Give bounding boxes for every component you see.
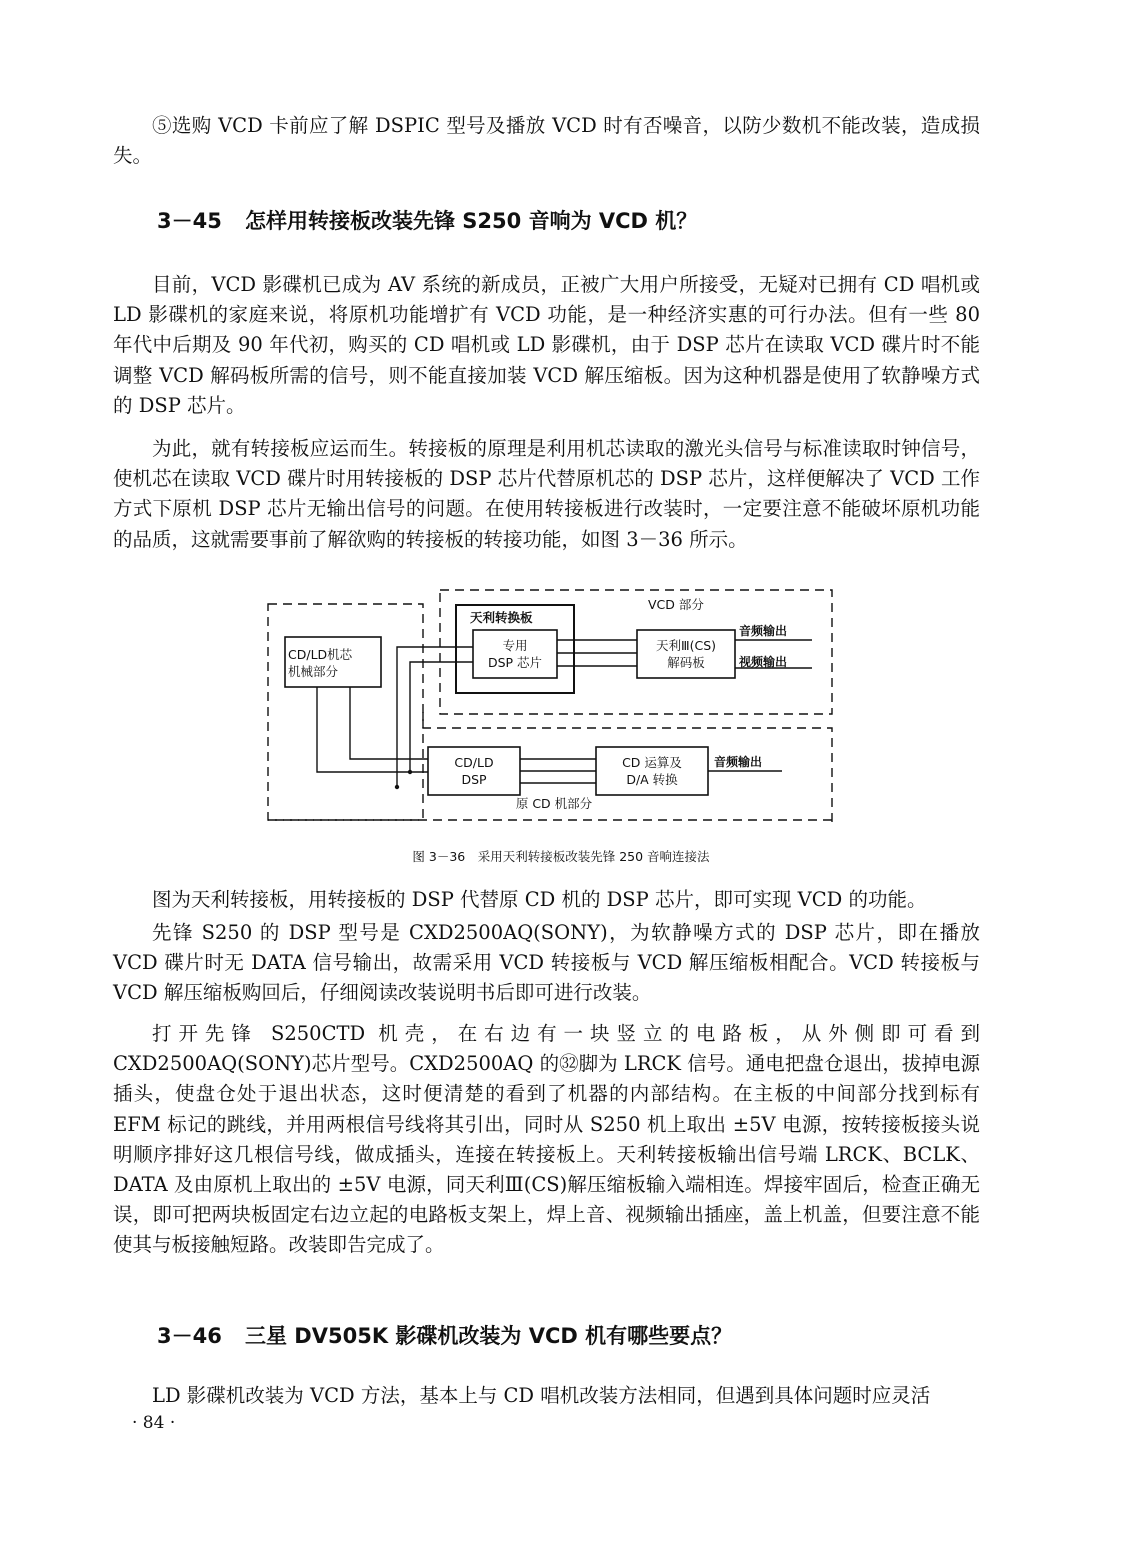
- special-dsp-label-2: DSP 芯片: [487, 655, 543, 670]
- body-paragraph-4: 先锋 S250 的 DSP 型号是 CXD2500AQ(SONY)，为软静噪方式的 DSP 芯片，即在播放 VCD 碟片时无 DATA 信号输出，故需采用 VCD 转接板与 VCD 解压缩板相配合。VCD 转接板与 VCD 解压缩板购回后，仔细阅读改装说明书后即可进行改装。: [113, 921, 980, 1005]
- body-paragraph-1: 目前，VCD 影碟机已成为 AV 系统的新成员，正被广大用户所接受，无疑对已拥有 CD 唱机或 LD 影碟机的家庭来说，将原机功能增扩有 VCD 功能，是一种经济实惠的可行办法。但有一些 80 年代中后期及 90 年代初，购买的 CD 唱机或 LD 影碟机，由于 DSP 芯片在读取 VCD 碟片时不能调整 VCD 解码板所需的信号，则不能直接加装 VCD 解压缩板。因为这种机器是使用了软静噪方式的 DSP 芯片。: [113, 273, 980, 417]
- vcd-section-label: VCD 部分: [648, 597, 704, 612]
- section-title: 三星 DV505K 影碟机改装为 VCD 机有哪些要点？: [245, 1324, 733, 1348]
- cd-da-label-1: CD 运算及: [622, 755, 682, 770]
- vcd-section-box: [440, 590, 832, 714]
- body-paragraph-6: LD 影碟机改装为 VCD 方法，基本上与 CD 唱机改装方法相同，但遇到具体问题时应灵活: [152, 1384, 931, 1407]
- tianli-board-label: 天利转换板: [470, 610, 533, 625]
- cd-da-label-2: D/A 转换: [626, 772, 678, 787]
- section-title: 怎样用转接板改装先锋 S250 音响为 VCD 机？: [245, 209, 698, 233]
- cd-ld-mech-label-2: 机械部分: [288, 664, 339, 679]
- section-number: 3－46: [157, 1324, 222, 1348]
- section-heading-3-46: [157, 1320, 732, 1350]
- audio-output-label-cd: 音频输出: [714, 755, 763, 769]
- figure-caption: 图 3－36 采用天利转接板改装先锋 250 音响连接法: [412, 849, 710, 864]
- decoder-label-2: 解码板: [667, 655, 705, 670]
- body-paragraph-3: 图为天利转接板，用转接板的 DSP 代替原 CD 机的 DSP 芯片，即可实现 VCD 的功能。: [152, 888, 927, 911]
- audio-output-label-vcd: 音频输出: [739, 624, 788, 638]
- video-output-label: 视频输出: [739, 655, 788, 669]
- cd-ld-dsp-label-1: CD/LD: [454, 755, 494, 770]
- decoder-label-1: 天利Ⅲ(CS): [655, 638, 717, 653]
- original-cd-section-label: 原 CD 机部分: [515, 796, 593, 811]
- body-paragraph-5: 打开先锋 S250CTD 机壳，在右边有一块竖立的电路板，从外侧即可看到 CXD2500AQ(SONY)芯片型号。CXD2500AQ 的㉜脚为 LRCK 信号。通电把盘仓退出，拔掉电源插头，使盘仓处于退出状态，这时便清楚的看到了机器的内部结构。在主板的中间部分找到标有 EFM 标记的跳线，并用两根信号线将其引出，同时从 S250 机上取出 ±5V 电源，按转接板接头说明顺序排好这几根信号线，做成插头，连接在转接板上。天利转接板输出信号端 LRCK、BCLK、DATA 及由原机上取出的 ±5V 电源，同天利Ⅲ(CS)解压缩板输入端相连。焊接牢固后，检查正确无误，即可把两块板固定右边立起的电路板支架上，焊上音、视频输出插座，盖上机盖，但要注意不能使其与板接触短路。改装即告完成了。: [113, 1022, 980, 1257]
- body-paragraph-2: 为此，就有转接板应运而生。转接板的原理是利用机芯读取的激光头信号与标准读取时钟信号，使机芯在读取 VCD 碟片时用转接板的 DSP 芯片代替原机芯的 DSP 芯片，这样便解决了 VCD 工作方式下原机 DSP 芯片无输出信号的问题。在使用转接板进行改装时，一定要注意不能破坏原机功能的品质，这就需要事前了解欲购的转接板的转接功能，如图 3－36 所示。: [113, 437, 980, 551]
- intro-paragraph: ⑤选购 VCD 卡前应了解 DSPIC 型号及播放 VCD 时有否噪音，以防少数机不能改装，造成损失。: [113, 114, 980, 168]
- cd-ld-dsp-label-2: DSP: [461, 772, 487, 787]
- page-number: · 84 ·: [132, 1413, 176, 1433]
- section-number: 3－45: [157, 209, 222, 233]
- cd-ld-mech-label-1: CD/LD机芯: [288, 647, 353, 662]
- cd-ld-mech-box: [285, 637, 381, 687]
- special-dsp-label-1: 专用: [502, 638, 528, 653]
